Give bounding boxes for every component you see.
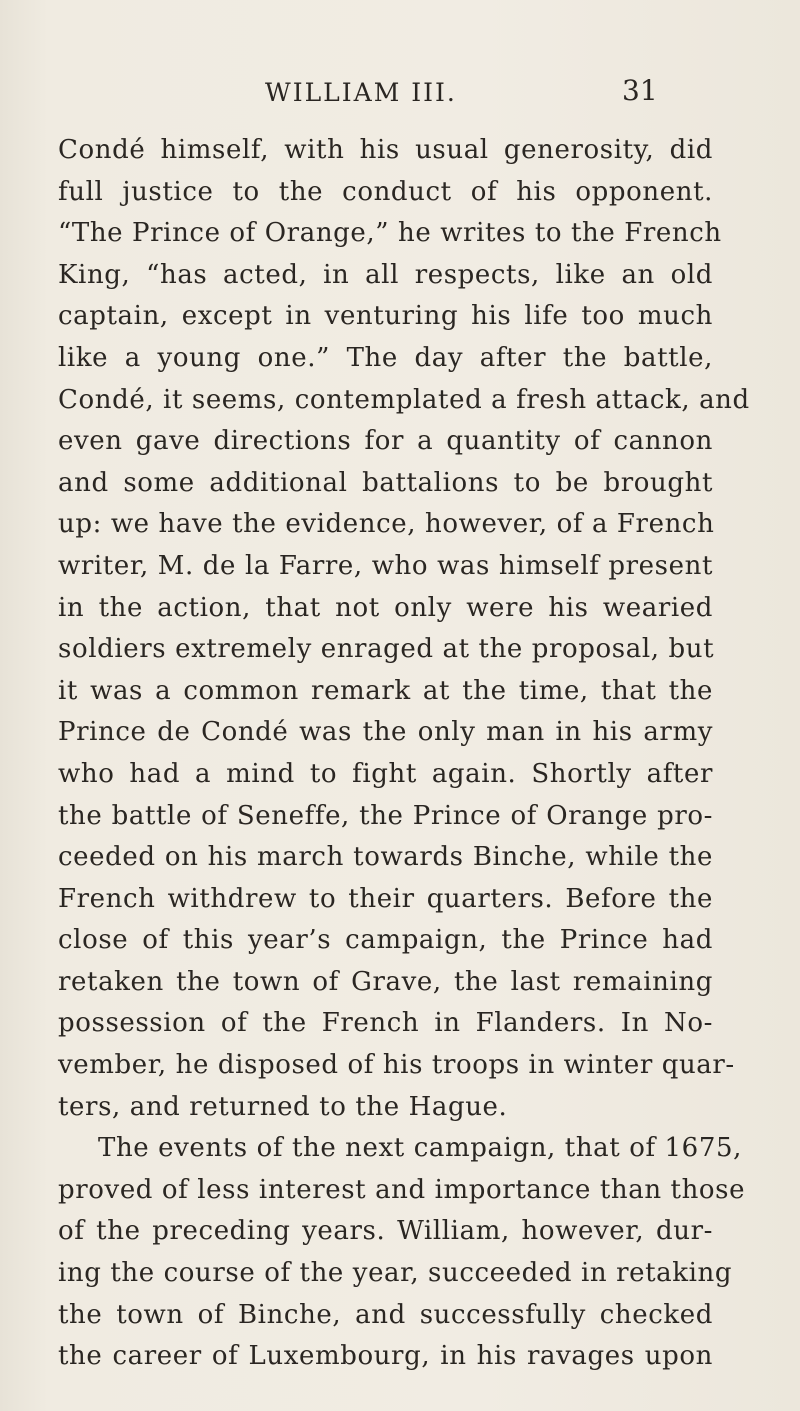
text-line: full justice to the conduct of his opponent. [58,176,713,207]
text-line: soldiers extremely enraged at the proposal, but [58,634,715,665]
text-line: up: we have the evidence, however, of a French [58,509,715,540]
text-line: and some additional battalions to be brought [58,467,713,498]
text-line: captain, except in venturing his life too much [58,301,713,332]
text-line: the town of Binche, and successfully checked [58,1299,713,1330]
text-line: retaken the town of Grave, the last remaining [58,966,713,997]
text-line: vember, he disposed of his troops in winter quar- [58,1050,735,1081]
text-line: Prince de Condé was the only man in his army [58,717,713,748]
text-line: King, “has acted, in all respects, like an old [58,259,713,290]
text-line: who had a mind to fight again. Shortly after [58,758,713,789]
text-line: in the action, that not only were his wearied [58,592,713,623]
text-line: even gave directions for a quantity of cannon [58,426,713,457]
text-line: the battle of Seneffe, the Prince of Orange pro- [58,800,713,831]
text-line: ing the course of the year, succeeded in retaking [58,1258,733,1289]
text-line: possession of the French in Flanders. In No- [58,1008,713,1039]
text-line: ceeded on his march towards Binche, while the [58,842,713,873]
text-line: French withdrew to their quarters. Before the [58,883,713,914]
text-line: the career of Luxembourg, in his ravages upon [58,1341,713,1372]
text-line: Condé, it seems, contemplated a fresh attack, and [58,384,750,415]
text-line: close of this year’s campaign, the Prince had [58,925,713,956]
running-title: WILLIAM III. [265,78,457,107]
text-line: proved of less interest and importance than those [58,1174,746,1205]
text-line: writer, M. de la Farre, who was himself present [58,550,713,581]
paragraph-start-line: The events of the next campaign, that of 1675, [98,1133,742,1164]
text-line: Condé himself, with his usual generosity, did [58,135,713,165]
text-line: of the preceding years. William, however, dur- [58,1216,713,1247]
text-line: it was a common remark at the time, that the [58,675,713,706]
page-number: 31 [622,74,658,107]
running-header [0,74,800,112]
text-line: “The Prince of Orange,” he writes to the French [58,218,722,249]
body-text [58,130,750,1378]
paragraph-end-line: ters, and returned to the Hague. [58,1091,508,1122]
text-line: like a young one.” The day after the battle, [58,342,713,373]
